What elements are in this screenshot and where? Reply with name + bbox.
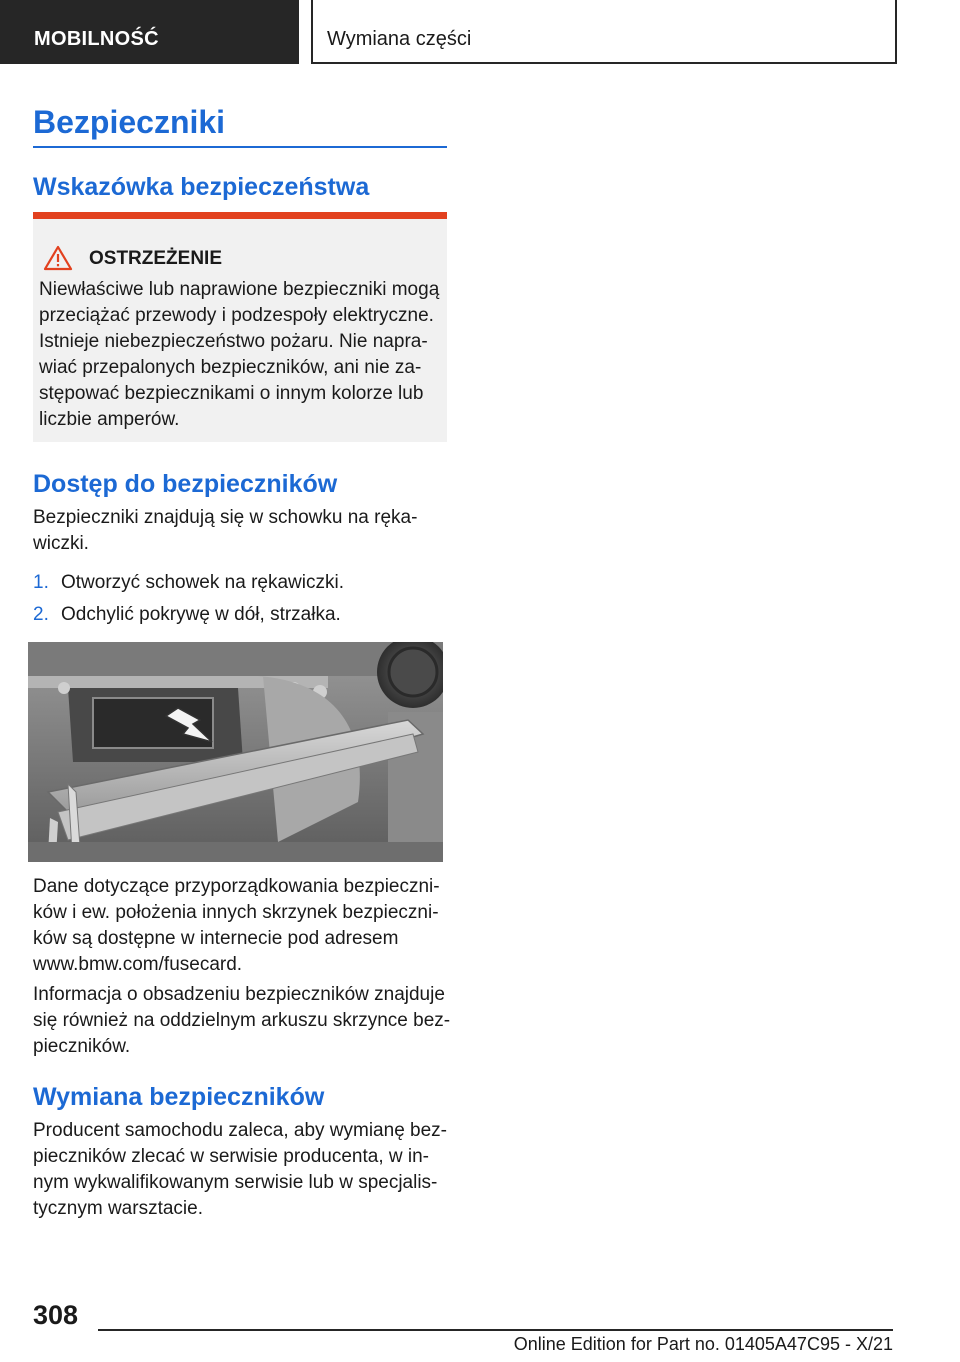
replace-text — [33, 1118, 449, 1222]
step-text: Odchylić pokrywę w dół, strzałka. — [61, 604, 341, 625]
chapter-label: Wymiana części — [327, 28, 472, 50]
warning-line: Niewłaściwe lub naprawione bezpieczniki mogą — [39, 279, 440, 300]
fuse-info-line: Dane dotyczące przyporządkowania bezpieczni- — [33, 876, 440, 897]
fuse-info-line: się również na oddzielnym arkuszu skrzynce bez- — [33, 1010, 451, 1031]
fuse-info-line: ków są dostępne w internecie pod adresem — [33, 928, 399, 949]
title-divider — [33, 146, 447, 148]
warning-text — [39, 277, 443, 433]
warning-triangle-icon — [43, 245, 73, 271]
fuse-info-link[interactable]: www.bmw.com/fusecard. — [33, 954, 243, 975]
warning-line: liczbie amperów. — [39, 409, 180, 430]
footer-edition: Online Edition for Part no. 01405A47C95 - X/21 — [513, 1334, 893, 1354]
step-number: 2. — [33, 604, 49, 625]
fuse-info-line: Informacja o obsadzeniu bezpieczników znajduje — [33, 984, 445, 1005]
warning-label: OSTRZEŻENIE — [89, 248, 223, 269]
fuse-info-line: pieczników. — [33, 1036, 131, 1057]
chapter-tab — [311, 0, 897, 64]
replace-line: pieczników zlecać w serwisie producenta, w in- — [33, 1146, 429, 1167]
warning-line: Istnieje niebezpieczeństwo pożaru. Nie napra- — [39, 331, 428, 352]
fuse-info — [33, 874, 449, 978]
glovebox-photo — [28, 642, 443, 862]
fuse-info-line: ków i ew. położenia innych skrzynek bezpieczni- — [33, 902, 439, 923]
safety-heading: Wskazówka bezpieczeństwa — [33, 173, 370, 201]
access-heading: Dostęp do bezpieczników — [33, 470, 338, 498]
fuse-info-2 — [33, 982, 449, 1060]
warning-box — [33, 212, 447, 442]
replace-line: tycznym warsztacie. — [33, 1198, 203, 1219]
replace-line: Producent samochodu zaleca, aby wymianę bez- — [33, 1120, 448, 1141]
section-label: MOBILNOŚĆ — [34, 28, 159, 50]
access-intro-line: Bezpieczniki znajdują się w schowku na ręka- — [33, 507, 418, 528]
access-intro — [33, 505, 449, 557]
page-number: 308 — [33, 1300, 79, 1330]
footer-divider — [98, 1329, 893, 1331]
step-number: 1. — [33, 572, 49, 593]
warning-line: przeciążać przewody i podzespoły elektryczne. — [39, 305, 434, 326]
page-title: Bezpieczniki — [33, 104, 226, 140]
step-text: Otworzyć schowek na rękawiczki. — [61, 572, 344, 593]
access-intro-line: wiczki. — [33, 533, 89, 554]
replace-heading: Wymiana bezpieczników — [33, 1083, 325, 1111]
section-tab — [0, 0, 299, 64]
warning-line: stępować bezpiecznikami o innym kolorze lub — [39, 383, 424, 404]
replace-line: nym wykwalifikowanym serwisie lub w specjalis- — [33, 1172, 438, 1193]
warning-line: wiać przepalonych bezpieczników, ani nie za- — [39, 357, 422, 378]
